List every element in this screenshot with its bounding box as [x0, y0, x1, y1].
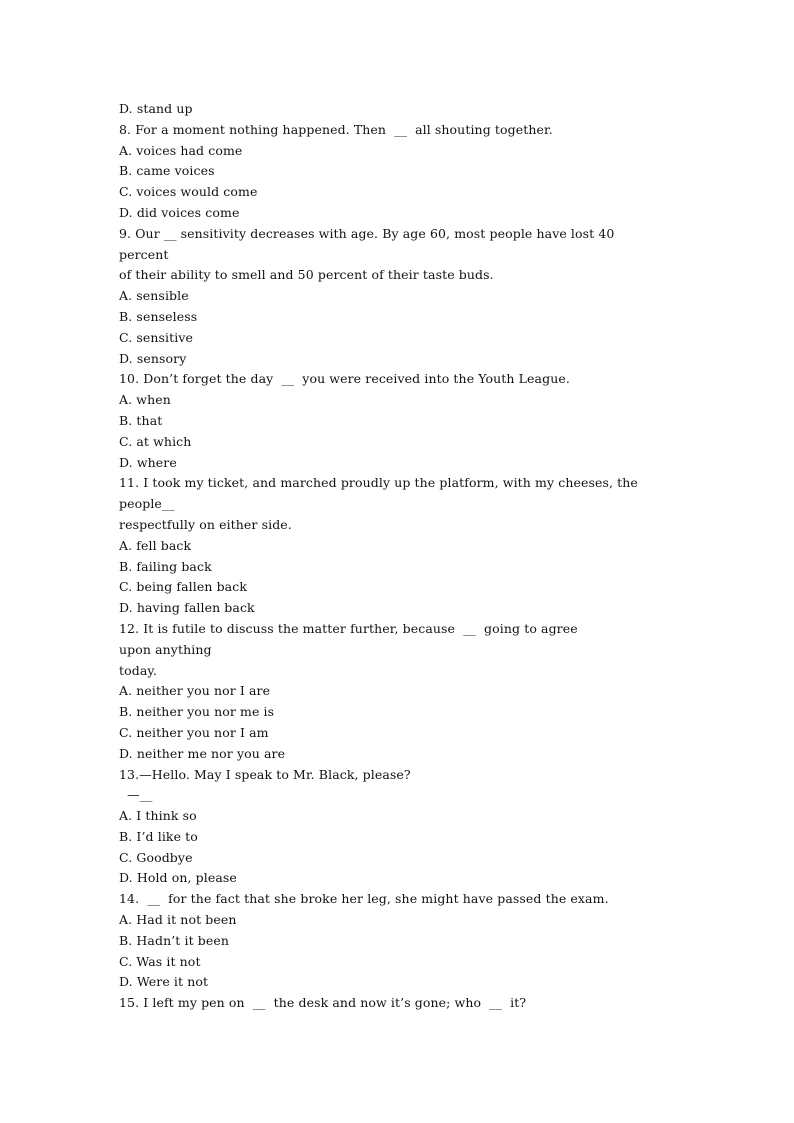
option-d-q11: D. having fallen back [119, 600, 255, 616]
option-a-q13: A. I think so [119, 808, 197, 824]
option-b-q8: B. came voices [119, 163, 215, 179]
option-a-q11: A. fell back [119, 537, 192, 553]
option-c-q10: C. at which [119, 433, 192, 449]
question-15: 15. I left my pen on __ the desk and now it’s gone; who __ it? [119, 995, 527, 1011]
option-b-q12: B. neither you nor me is [119, 704, 275, 720]
question-12-cont-2: today. [119, 662, 157, 678]
question-11: 11. I took my ticket, and marched proudly up the platform, with my cheeses, the [119, 475, 638, 491]
document-body [119, 99, 679, 1014]
option-a-q10: A. when [119, 392, 171, 408]
option-c-q9: C. sensitive [119, 329, 194, 345]
option-b-q11: B. failing back [119, 558, 212, 574]
option-b-q9: B. senseless [119, 308, 198, 324]
option-a-q12: A. neither you nor I are [119, 683, 271, 699]
option-a-q9: A. sensible [119, 288, 189, 304]
question-14: 14. __ for the fact that she broke her leg, she might have passed the exam. [119, 891, 609, 907]
option-c-q13: C. Goodbye [119, 849, 193, 865]
question-13: 13.—Hello. May I speak to Mr. Black, please? [119, 766, 411, 782]
option-d-q13: D. Hold on, please [119, 870, 237, 886]
question-12-cont-1: upon anything [119, 641, 212, 657]
option-d-q14: D. Were it not [119, 974, 209, 990]
question-9-cont-1: percent [119, 246, 169, 262]
question-13-reply: —__ [119, 787, 153, 803]
option-d-q12: D. neither me nor you are [119, 745, 286, 761]
question-9-cont-2: of their ability to smell and 50 percent of their taste buds. [119, 267, 494, 283]
option-b-q10: B. that [119, 412, 163, 428]
option-c-q12: C. neither you nor I am [119, 724, 269, 740]
option-c-q8: C. voices would come [119, 184, 258, 200]
option-b-q14: B. Hadn’t it been [119, 932, 230, 948]
question-11-cont-2: respectfully on either side. [119, 516, 292, 532]
option-a-q8: A. voices had come [119, 142, 243, 158]
question-9: 9. Our __ sensitivity decreases with age. By age 60, most people have lost 40 [119, 225, 615, 241]
option-c-q11: C. being fallen back [119, 579, 248, 595]
question-11-cont-1: people__ [119, 496, 175, 512]
option-d-q7: D. stand up [119, 101, 193, 116]
option-a-q14: A. Had it not been [119, 912, 237, 928]
question-8: 8. For a moment nothing happened. Then __ all shouting together. [119, 121, 553, 137]
option-d-q8: D. did voices come [119, 204, 240, 220]
question-12: 12. It is futile to discuss the matter further, because __ going to agree [119, 620, 578, 636]
option-c-q14: C. Was it not [119, 953, 201, 969]
option-d-q9: D. sensory [119, 350, 187, 366]
question-10: 10. Don’t forget the day __ you were received into the Youth League. [119, 371, 570, 387]
option-d-q10: D. where [119, 454, 177, 470]
option-b-q13: B. I’d like to [119, 828, 198, 844]
